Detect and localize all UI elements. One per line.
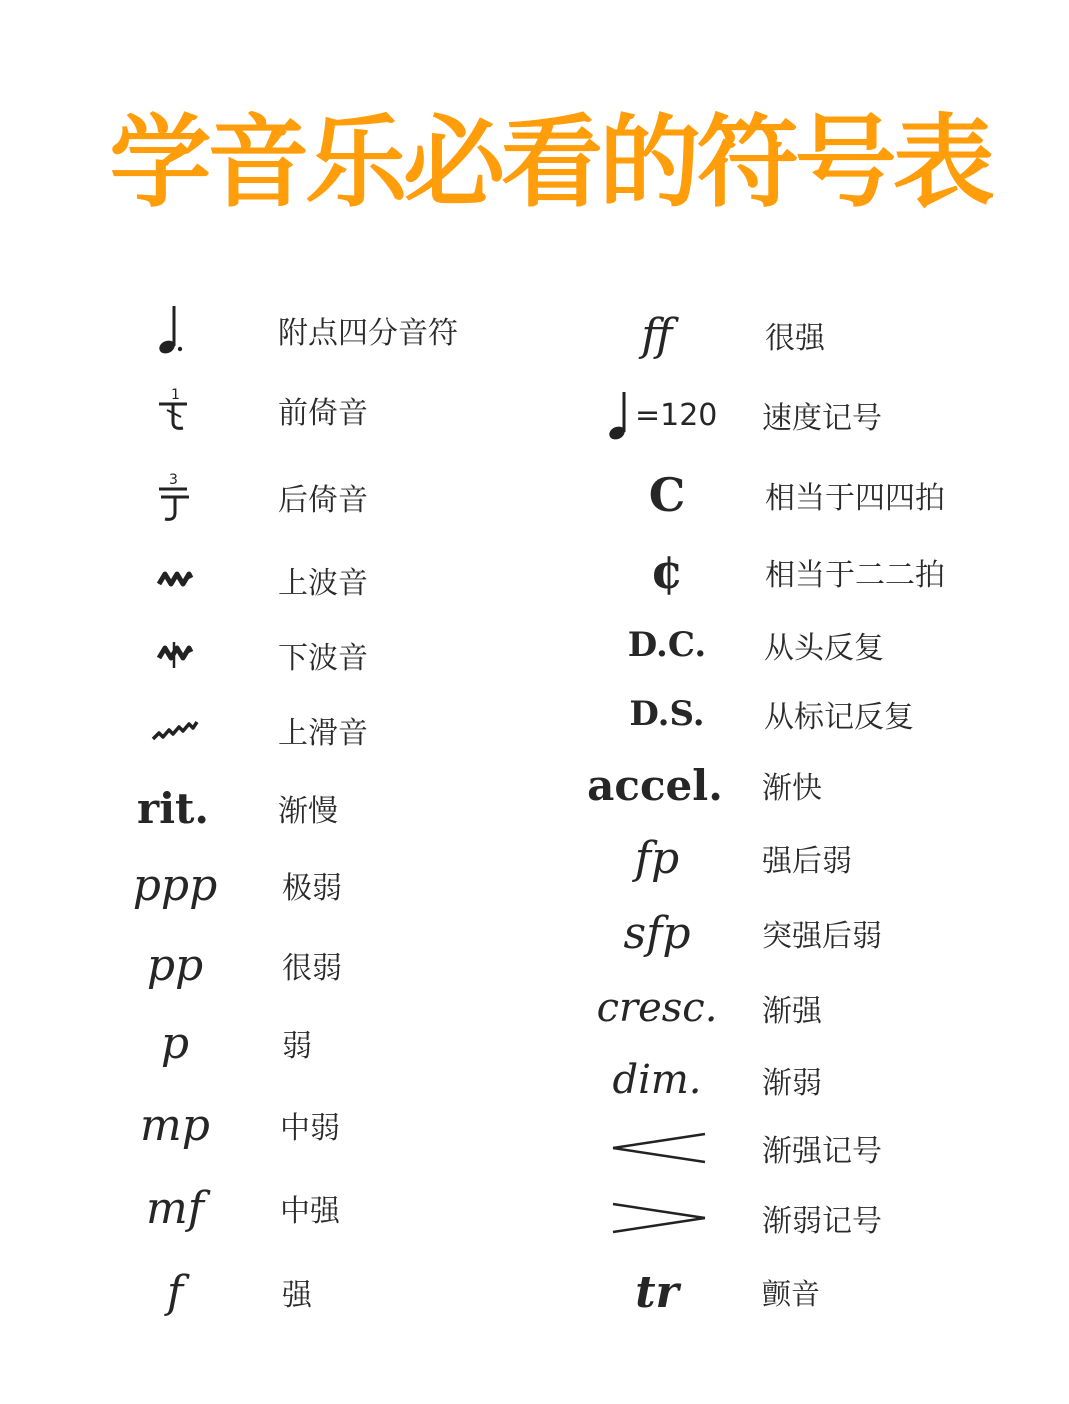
- lower-mordent-icon: [100, 620, 250, 690]
- symbol-label: 速度记号: [762, 401, 882, 436]
- dim-symbol: dim.: [612, 1057, 702, 1103]
- symbol-label: 颤音: [762, 1276, 821, 1311]
- rit-symbol: rit.: [136, 783, 210, 833]
- dotted-quarter-note-icon: [100, 295, 250, 365]
- cut-time-symbol: ¢: [650, 544, 684, 600]
- symbol-label: 渐强记号: [762, 1134, 882, 1169]
- accel-symbol: accel.: [587, 760, 723, 810]
- upper-mordent-icon: [100, 545, 250, 615]
- symbol-label: 渐慢: [278, 794, 338, 829]
- symbol-label: 上波音: [278, 566, 368, 601]
- after-grace-note-icon: [100, 462, 250, 532]
- symbol-label: 从头反复: [764, 631, 884, 666]
- p-symbol: p: [160, 1017, 190, 1069]
- symbol-label: 强后弱: [762, 844, 852, 879]
- symbol-label: 后倚音: [278, 483, 368, 518]
- mf-symbol: mf: [145, 1182, 204, 1234]
- f-symbol: f: [166, 1266, 184, 1318]
- ppp-symbol: ppp: [132, 859, 218, 911]
- common-time-symbol: C: [648, 468, 686, 522]
- symbol-label: 上滑音: [278, 716, 368, 751]
- symbol-label: 很弱: [282, 951, 342, 986]
- symbol-label: 下波音: [278, 641, 368, 676]
- symbol-label: 突强后弱: [762, 919, 882, 954]
- symbol-label: 弱: [282, 1029, 312, 1064]
- symbol-label: 前倚音: [278, 396, 368, 431]
- appoggiatura-icon: [100, 375, 250, 445]
- ds-symbol: D.S.: [629, 694, 705, 734]
- symbol-label: 相当于二二拍: [765, 558, 945, 593]
- grace-number: 1: [171, 387, 180, 403]
- symbol-label: 渐快: [762, 771, 822, 806]
- tempo-marking: [605, 380, 735, 450]
- symbol-label: 渐弱: [762, 1066, 822, 1101]
- symbol-label: 很强: [765, 321, 825, 356]
- quarter-note-icon: [605, 388, 631, 442]
- mp-symbol: mp: [140, 1099, 210, 1151]
- symbol-label: 强: [282, 1278, 312, 1313]
- symbol-label: 渐弱记号: [762, 1204, 882, 1239]
- grace-number: 3: [169, 472, 178, 488]
- dc-symbol: D.C.: [627, 625, 707, 665]
- decrescendo-hairpin-icon: [584, 1183, 734, 1253]
- symbol-label: 中弱: [280, 1111, 340, 1146]
- symbol-label: 中强: [280, 1194, 340, 1229]
- cresc-symbol: cresc.: [596, 985, 718, 1031]
- symbol-label: 极弱: [282, 871, 342, 906]
- symbol-label: 附点四分音符: [278, 316, 458, 351]
- fp-symbol: fp: [634, 832, 680, 884]
- ff-symbol: ff: [641, 309, 673, 361]
- sfp-symbol: sfp: [623, 907, 691, 959]
- trill-symbol: tr: [635, 1266, 679, 1318]
- tempo-value: =120: [635, 397, 718, 433]
- pp-symbol: pp: [146, 939, 204, 991]
- crescendo-hairpin-icon: [584, 1113, 734, 1183]
- page-title: 学音乐必看的符号表: [109, 104, 991, 221]
- symbol-label: 从标记反复: [764, 700, 914, 735]
- glissando-icon: [100, 695, 250, 765]
- symbol-label: 相当于四四拍: [765, 481, 945, 516]
- symbol-label: 渐强: [762, 994, 822, 1029]
